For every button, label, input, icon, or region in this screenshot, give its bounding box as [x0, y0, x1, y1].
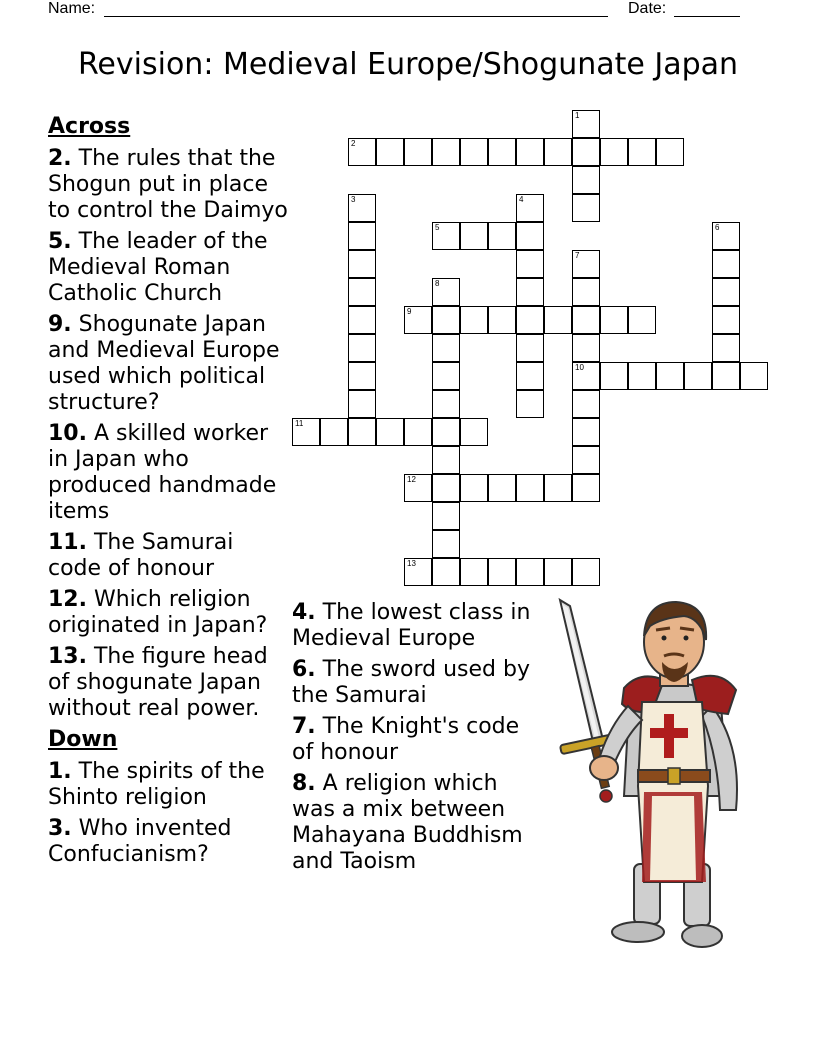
date-blank-line[interactable]	[674, 16, 740, 17]
grid-cell[interactable]	[376, 418, 404, 446]
across-clue-11: 11. The Samurai code of honour	[48, 530, 234, 581]
grid-cell[interactable]	[432, 138, 460, 166]
grid-cell[interactable]	[544, 558, 572, 586]
grid-cell-number: 4	[519, 195, 524, 204]
grid-cell[interactable]	[572, 250, 600, 278]
down-clue-6: 6. The sword used by the Samurai	[292, 657, 530, 708]
grid-cell-number: 11	[295, 419, 304, 428]
name-label: Name:	[48, 0, 96, 17]
grid-cell[interactable]	[572, 390, 600, 418]
grid-cell[interactable]	[516, 278, 544, 306]
grid-cell[interactable]	[404, 474, 432, 502]
grid-cell[interactable]	[516, 390, 544, 418]
grid-cell[interactable]	[488, 474, 516, 502]
grid-cell[interactable]	[516, 306, 544, 334]
grid-cell[interactable]	[628, 362, 656, 390]
grid-cell[interactable]	[348, 278, 376, 306]
down-clue-4: 4. The lowest class in Medieval Europe	[292, 600, 531, 651]
grid-cell[interactable]	[628, 138, 656, 166]
across-clue-13: 13. The figure head of shogunate Japan without real power.	[48, 644, 268, 721]
grid-cell[interactable]	[516, 334, 544, 362]
grid-cell[interactable]	[600, 138, 628, 166]
grid-cell[interactable]	[432, 222, 460, 250]
grid-cell[interactable]	[432, 530, 460, 558]
page-title: Revision: Medieval Europe/Shogunate Japan	[77, 47, 739, 82]
grid-cell-number: 10	[575, 363, 584, 372]
grid-cell[interactable]	[488, 138, 516, 166]
grid-cell[interactable]	[488, 306, 516, 334]
grid-cell[interactable]	[572, 306, 600, 334]
grid-cell[interactable]	[572, 446, 600, 474]
grid-cell[interactable]	[432, 306, 460, 334]
grid-cell[interactable]	[460, 558, 488, 586]
grid-cell[interactable]	[404, 558, 432, 586]
grid-cell[interactable]	[348, 418, 376, 446]
clues-middle-column	[292, 600, 532, 880]
grid-cell[interactable]	[348, 362, 376, 390]
grid-cell[interactable]	[740, 362, 768, 390]
grid-cell[interactable]	[656, 138, 684, 166]
grid-cell[interactable]	[712, 334, 740, 362]
grid-cell[interactable]	[572, 166, 600, 194]
grid-cell[interactable]	[348, 222, 376, 250]
grid-cell-number: 9	[407, 307, 412, 316]
grid-cell[interactable]	[628, 306, 656, 334]
grid-cell[interactable]	[404, 306, 432, 334]
grid-cell[interactable]	[572, 194, 600, 222]
grid-cell[interactable]	[432, 362, 460, 390]
grid-cell[interactable]	[516, 250, 544, 278]
grid-cell[interactable]	[712, 250, 740, 278]
down-clue-7: 7. The Knight's code of honour	[292, 714, 520, 765]
grid-cell-number: 1	[575, 111, 580, 120]
grid-cell[interactable]	[572, 278, 600, 306]
grid-cell[interactable]	[432, 390, 460, 418]
across-clue-5: 5. The leader of the Medieval Roman Catholic Church	[48, 229, 268, 306]
grid-cell[interactable]	[432, 418, 460, 446]
across-clue-2: 2. The rules that the Shogun put in place to control the Daimyo	[48, 146, 288, 223]
clues-left-column	[48, 114, 288, 873]
grid-cell[interactable]	[544, 138, 572, 166]
grid-cell[interactable]	[376, 138, 404, 166]
date-label: Date:	[628, 0, 667, 17]
across-clue-12: 12. Which religion originated in Japan?	[48, 587, 268, 638]
grid-cell[interactable]	[572, 474, 600, 502]
grid-cell[interactable]	[684, 362, 712, 390]
grid-cell[interactable]	[572, 362, 600, 390]
grid-cell[interactable]	[320, 418, 348, 446]
grid-cell[interactable]	[348, 334, 376, 362]
down-clue-8: 8. A religion which was a mix between Mahayana Buddhism and Taoism	[292, 771, 523, 874]
grid-cell[interactable]	[460, 138, 488, 166]
grid-cell[interactable]	[292, 418, 320, 446]
grid-cell[interactable]	[348, 138, 376, 166]
grid-cell[interactable]	[712, 278, 740, 306]
grid-cell-number: 6	[715, 223, 720, 232]
grid-cell-number: 13	[407, 559, 416, 568]
grid-cell[interactable]	[516, 474, 544, 502]
grid-cell[interactable]	[432, 334, 460, 362]
grid-cell[interactable]	[348, 250, 376, 278]
grid-cell[interactable]	[572, 110, 600, 138]
grid-cell[interactable]	[460, 306, 488, 334]
grid-cell[interactable]	[460, 474, 488, 502]
grid-cell-number: 8	[435, 279, 440, 288]
grid-cell[interactable]	[348, 194, 376, 222]
grid-cell[interactable]	[460, 222, 488, 250]
grid-cell[interactable]	[516, 222, 544, 250]
grid-cell-number: 2	[351, 139, 356, 148]
across-clue-9: 9. Shogunate Japan and Medieval Europe used which political structure?	[48, 312, 280, 415]
grid-cell[interactable]	[712, 222, 740, 250]
grid-cell[interactable]	[600, 362, 628, 390]
down-heading: Down	[48, 727, 118, 752]
grid-cell[interactable]	[656, 362, 684, 390]
grid-cell[interactable]	[432, 558, 460, 586]
grid-cell[interactable]	[516, 194, 544, 222]
grid-cell[interactable]	[404, 138, 432, 166]
grid-cell[interactable]	[544, 306, 572, 334]
knight-illustration	[552, 596, 752, 956]
grid-cell[interactable]	[572, 334, 600, 362]
grid-cell[interactable]	[572, 558, 600, 586]
grid-cell[interactable]	[516, 138, 544, 166]
name-blank-line[interactable]	[104, 16, 608, 17]
grid-cell-number: 3	[351, 195, 356, 204]
grid-cell[interactable]	[432, 278, 460, 306]
down-clue-1: 1. The spirits of the Shinto religion	[48, 759, 265, 810]
grid-cell[interactable]	[404, 418, 432, 446]
grid-cell[interactable]	[432, 502, 460, 530]
grid-cell[interactable]	[544, 474, 572, 502]
grid-cell[interactable]	[712, 306, 740, 334]
grid-cell[interactable]	[600, 306, 628, 334]
grid-cell[interactable]	[572, 418, 600, 446]
grid-cell[interactable]	[432, 474, 460, 502]
grid-cell-number: 7	[575, 251, 580, 260]
grid-cell[interactable]	[348, 390, 376, 418]
grid-cell[interactable]	[460, 418, 488, 446]
down-clue-3: 3. Who invented Confucianism?	[48, 816, 232, 867]
grid-cell[interactable]	[516, 558, 544, 586]
grid-cell[interactable]	[488, 558, 516, 586]
across-heading: Across	[48, 114, 131, 139]
grid-cell[interactable]	[348, 306, 376, 334]
grid-cell-number: 5	[435, 223, 440, 232]
across-clue-10: 10. A skilled worker in Japan who produced handmade items	[48, 421, 277, 524]
grid-cell[interactable]	[488, 222, 516, 250]
grid-cell[interactable]	[432, 446, 460, 474]
grid-cell[interactable]	[712, 362, 740, 390]
grid-cell[interactable]	[572, 138, 600, 166]
grid-cell-number: 12	[407, 475, 416, 484]
grid-cell[interactable]	[516, 362, 544, 390]
